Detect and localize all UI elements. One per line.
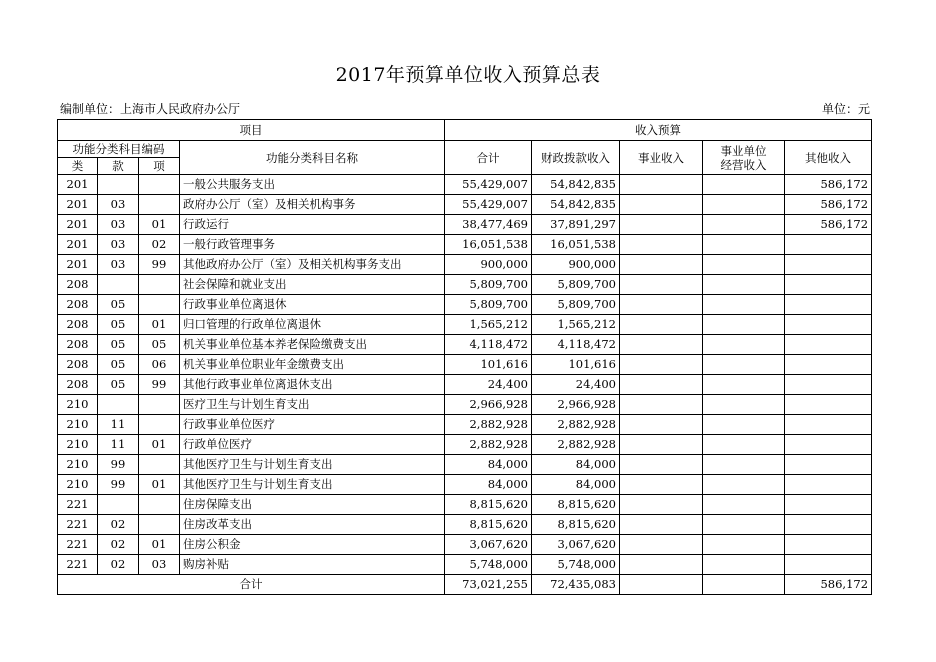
cell-operating xyxy=(703,315,785,335)
cell-business xyxy=(620,535,703,555)
cell-lei: 208 xyxy=(58,295,98,315)
cell-operating xyxy=(703,375,785,395)
cell-business xyxy=(620,495,703,515)
cell-operating xyxy=(703,415,785,435)
cell-kuan: 05 xyxy=(98,295,139,315)
cell-other: 586,172 xyxy=(785,215,872,235)
cell-kuan xyxy=(98,175,139,195)
cell-fiscal: 101,616 xyxy=(532,355,620,375)
cell-lei: 221 xyxy=(58,555,98,575)
cell-name: 归口管理的行政单位离退休 xyxy=(180,315,445,335)
cell-total: 24,400 xyxy=(445,375,532,395)
cell-kuan xyxy=(98,395,139,415)
cell-other xyxy=(785,235,872,255)
cell-lei: 221 xyxy=(58,515,98,535)
cell-total: 84,000 xyxy=(445,475,532,495)
cell-name: 政府办公厅（室）及相关机构事务 xyxy=(180,195,445,215)
cell-xiang xyxy=(139,395,180,415)
cell-lei: 210 xyxy=(58,395,98,415)
grand-total-label: 合计 xyxy=(58,575,445,595)
grand-total-other: 586,172 xyxy=(785,575,872,595)
cell-fiscal: 37,891,297 xyxy=(532,215,620,235)
grand-total-fiscal: 72,435,083 xyxy=(532,575,620,595)
cell-lei: 201 xyxy=(58,235,98,255)
cell-xiang xyxy=(139,415,180,435)
table-row xyxy=(58,215,872,235)
cell-lei: 208 xyxy=(58,355,98,375)
cell-xiang xyxy=(139,275,180,295)
cell-fiscal: 2,882,928 xyxy=(532,415,620,435)
cell-total: 84,000 xyxy=(445,455,532,475)
cell-name: 行政事业单位离退休 xyxy=(180,295,445,315)
cell-other xyxy=(785,435,872,455)
header-income-budget: 收入预算 xyxy=(445,120,872,141)
cell-business xyxy=(620,195,703,215)
cell-other xyxy=(785,255,872,275)
cell-name: 社会保障和就业支出 xyxy=(180,275,445,295)
header-func-name: 功能分类科目名称 xyxy=(180,141,445,175)
cell-kuan: 02 xyxy=(98,535,139,555)
cell-operating xyxy=(703,295,785,315)
cell-business xyxy=(620,515,703,535)
cell-kuan: 03 xyxy=(98,255,139,275)
table-row xyxy=(58,195,872,215)
cell-name: 行政单位医疗 xyxy=(180,435,445,455)
cell-operating xyxy=(703,535,785,555)
cell-lei: 201 xyxy=(58,195,98,215)
cell-total: 5,809,700 xyxy=(445,275,532,295)
cell-other xyxy=(785,535,872,555)
cell-name: 医疗卫生与计划生育支出 xyxy=(180,395,445,415)
cell-business xyxy=(620,255,703,275)
cell-name: 住房保障支出 xyxy=(180,495,445,515)
cell-total: 3,067,620 xyxy=(445,535,532,555)
cell-lei: 210 xyxy=(58,415,98,435)
cell-fiscal: 84,000 xyxy=(532,455,620,475)
cell-business xyxy=(620,215,703,235)
cell-total: 2,966,928 xyxy=(445,395,532,415)
header-lei: 类 xyxy=(58,158,98,175)
cell-name: 行政事业单位医疗 xyxy=(180,415,445,435)
grand-total-business xyxy=(620,575,703,595)
cell-lei: 201 xyxy=(58,215,98,235)
cell-total: 8,815,620 xyxy=(445,495,532,515)
cell-business xyxy=(620,335,703,355)
cell-xiang: 06 xyxy=(139,355,180,375)
header-operating-line2: 经营收入 xyxy=(720,157,767,172)
cell-total: 16,051,538 xyxy=(445,235,532,255)
cell-fiscal: 84,000 xyxy=(532,475,620,495)
table-row xyxy=(58,515,872,535)
cell-lei: 201 xyxy=(58,175,98,195)
cell-name: 住房改革支出 xyxy=(180,515,445,535)
table-row xyxy=(58,315,872,335)
cell-kuan: 11 xyxy=(98,415,139,435)
cell-kuan xyxy=(98,495,139,515)
cell-xiang xyxy=(139,455,180,475)
cell-fiscal: 3,067,620 xyxy=(532,535,620,555)
cell-kuan: 05 xyxy=(98,355,139,375)
cell-operating xyxy=(703,495,785,515)
cell-fiscal: 900,000 xyxy=(532,255,620,275)
cell-other xyxy=(785,295,872,315)
cell-lei: 221 xyxy=(58,535,98,555)
cell-fiscal: 4,118,472 xyxy=(532,335,620,355)
cell-other xyxy=(785,495,872,515)
cell-business xyxy=(620,475,703,495)
cell-operating xyxy=(703,255,785,275)
cell-lei: 210 xyxy=(58,475,98,495)
cell-fiscal: 54,842,835 xyxy=(532,195,620,215)
cell-operating xyxy=(703,335,785,355)
cell-lei: 208 xyxy=(58,275,98,295)
cell-name: 一般行政管理事务 xyxy=(180,235,445,255)
header-xiang: 项 xyxy=(139,158,180,175)
table-row xyxy=(58,375,872,395)
cell-xiang: 02 xyxy=(139,235,180,255)
header-item: 项目 xyxy=(58,120,445,141)
cell-lei: 210 xyxy=(58,435,98,455)
table-row xyxy=(58,175,872,195)
cell-business xyxy=(620,375,703,395)
cell-fiscal: 8,815,620 xyxy=(532,515,620,535)
cell-kuan: 02 xyxy=(98,515,139,535)
cell-business xyxy=(620,235,703,255)
cell-xiang: 01 xyxy=(139,535,180,555)
cell-kuan: 03 xyxy=(98,195,139,215)
cell-kuan xyxy=(98,275,139,295)
table-row xyxy=(58,275,872,295)
cell-operating xyxy=(703,175,785,195)
cell-total: 1,565,212 xyxy=(445,315,532,335)
table-row xyxy=(58,255,872,275)
grand-total-total: 73,021,255 xyxy=(445,575,532,595)
cell-kuan: 05 xyxy=(98,315,139,335)
cell-other xyxy=(785,355,872,375)
cell-kuan: 05 xyxy=(98,375,139,395)
org-label: 编制单位：上海市人民政府办公厅 xyxy=(60,102,241,116)
cell-xiang: 01 xyxy=(139,475,180,495)
cell-business xyxy=(620,315,703,335)
cell-xiang xyxy=(139,175,180,195)
cell-lei: 210 xyxy=(58,455,98,475)
cell-other xyxy=(785,515,872,535)
table-row xyxy=(58,235,872,255)
cell-business xyxy=(620,295,703,315)
cell-business xyxy=(620,395,703,415)
cell-xiang: 01 xyxy=(139,315,180,335)
page-title: 2017年预算单位收入预算总表 xyxy=(335,64,601,86)
cell-total: 5,809,700 xyxy=(445,295,532,315)
grand-total-row xyxy=(58,575,872,595)
cell-business xyxy=(620,275,703,295)
cell-name: 住房公积金 xyxy=(180,535,445,555)
header-kuan: 款 xyxy=(98,158,139,175)
cell-name: 其他医疗卫生与计划生育支出 xyxy=(180,455,445,475)
cell-kuan: 03 xyxy=(98,215,139,235)
cell-operating xyxy=(703,195,785,215)
table-row xyxy=(58,415,872,435)
cell-business xyxy=(620,555,703,575)
cell-name: 行政运行 xyxy=(180,215,445,235)
header-row-2 xyxy=(58,141,872,158)
cell-total: 5,748,000 xyxy=(445,555,532,575)
cell-xiang: 01 xyxy=(139,435,180,455)
cell-kuan: 11 xyxy=(98,435,139,455)
table-row xyxy=(58,555,872,575)
cell-xiang: 03 xyxy=(139,555,180,575)
cell-total: 2,882,928 xyxy=(445,435,532,455)
cell-other xyxy=(785,395,872,415)
unit-label: 单位：元 xyxy=(821,102,870,116)
cell-business xyxy=(620,415,703,435)
cell-other xyxy=(785,375,872,395)
cell-total: 2,882,928 xyxy=(445,415,532,435)
cell-xiang xyxy=(139,495,180,515)
cell-business xyxy=(620,435,703,455)
cell-operating xyxy=(703,235,785,255)
cell-fiscal: 16,051,538 xyxy=(532,235,620,255)
header-operating xyxy=(703,141,785,175)
cell-lei: 201 xyxy=(58,255,98,275)
cell-kuan: 99 xyxy=(98,475,139,495)
cell-fiscal: 5,748,000 xyxy=(532,555,620,575)
table-row xyxy=(58,335,872,355)
cell-fiscal: 5,809,700 xyxy=(532,275,620,295)
cell-kuan: 99 xyxy=(98,455,139,475)
cell-xiang: 99 xyxy=(139,255,180,275)
cell-operating xyxy=(703,555,785,575)
cell-total: 101,616 xyxy=(445,355,532,375)
cell-fiscal: 2,882,928 xyxy=(532,435,620,455)
cell-other xyxy=(785,275,872,295)
table-row xyxy=(58,495,872,515)
cell-fiscal: 2,966,928 xyxy=(532,395,620,415)
table-row xyxy=(58,395,872,415)
cell-other xyxy=(785,555,872,575)
cell-operating xyxy=(703,435,785,455)
cell-operating xyxy=(703,355,785,375)
table-row xyxy=(58,455,872,475)
cell-other xyxy=(785,475,872,495)
cell-business xyxy=(620,355,703,375)
cell-other xyxy=(785,335,872,355)
cell-total: 900,000 xyxy=(445,255,532,275)
cell-name: 其他政府办公厅（室）及相关机构事务支出 xyxy=(180,255,445,275)
cell-total: 8,815,620 xyxy=(445,515,532,535)
cell-other xyxy=(785,455,872,475)
header-operating-line1: 事业单位 xyxy=(720,143,767,158)
cell-other: 586,172 xyxy=(785,175,872,195)
table-row xyxy=(58,355,872,375)
cell-name: 机关事业单位职业年金缴费支出 xyxy=(180,355,445,375)
cell-xiang: 05 xyxy=(139,335,180,355)
cell-fiscal: 5,809,700 xyxy=(532,295,620,315)
budget-table xyxy=(57,119,872,595)
table-row xyxy=(58,475,872,495)
cell-name: 一般公共服务支出 xyxy=(180,175,445,195)
header-fiscal: 财政拨款收入 xyxy=(532,141,620,175)
cell-lei: 221 xyxy=(58,495,98,515)
cell-kuan: 03 xyxy=(98,235,139,255)
cell-operating xyxy=(703,475,785,495)
cell-total: 55,429,007 xyxy=(445,195,532,215)
cell-xiang xyxy=(139,515,180,535)
cell-fiscal: 1,565,212 xyxy=(532,315,620,335)
cell-kuan: 05 xyxy=(98,335,139,355)
cell-other xyxy=(785,415,872,435)
cell-name: 其他行政事业单位离退休支出 xyxy=(180,375,445,395)
cell-operating xyxy=(703,455,785,475)
cell-kuan: 02 xyxy=(98,555,139,575)
cell-other: 586,172 xyxy=(785,195,872,215)
grand-total-operating xyxy=(703,575,785,595)
cell-lei: 208 xyxy=(58,335,98,355)
cell-other xyxy=(785,315,872,335)
cell-operating xyxy=(703,515,785,535)
cell-total: 4,118,472 xyxy=(445,335,532,355)
cell-name: 购房补贴 xyxy=(180,555,445,575)
cell-operating xyxy=(703,215,785,235)
header-func-code: 功能分类科目编码 xyxy=(58,141,180,158)
header-row-1 xyxy=(58,120,872,141)
table-row xyxy=(58,535,872,555)
header-other: 其他收入 xyxy=(785,141,872,175)
cell-total: 38,477,469 xyxy=(445,215,532,235)
cell-xiang: 01 xyxy=(139,215,180,235)
cell-business xyxy=(620,455,703,475)
cell-lei: 208 xyxy=(58,375,98,395)
cell-xiang xyxy=(139,295,180,315)
cell-fiscal: 8,815,620 xyxy=(532,495,620,515)
cell-operating xyxy=(703,395,785,415)
cell-name: 其他医疗卫生与计划生育支出 xyxy=(180,475,445,495)
cell-fiscal: 24,400 xyxy=(532,375,620,395)
table-row xyxy=(58,295,872,315)
header-total: 合计 xyxy=(445,141,532,175)
table-row xyxy=(58,435,872,455)
header-business: 事业收入 xyxy=(620,141,703,175)
cell-lei: 208 xyxy=(58,315,98,335)
cell-xiang xyxy=(139,195,180,215)
cell-xiang: 99 xyxy=(139,375,180,395)
cell-business xyxy=(620,175,703,195)
cell-total: 55,429,007 xyxy=(445,175,532,195)
cell-operating xyxy=(703,275,785,295)
cell-name: 机关事业单位基本养老保险缴费支出 xyxy=(180,335,445,355)
cell-fiscal: 54,842,835 xyxy=(532,175,620,195)
